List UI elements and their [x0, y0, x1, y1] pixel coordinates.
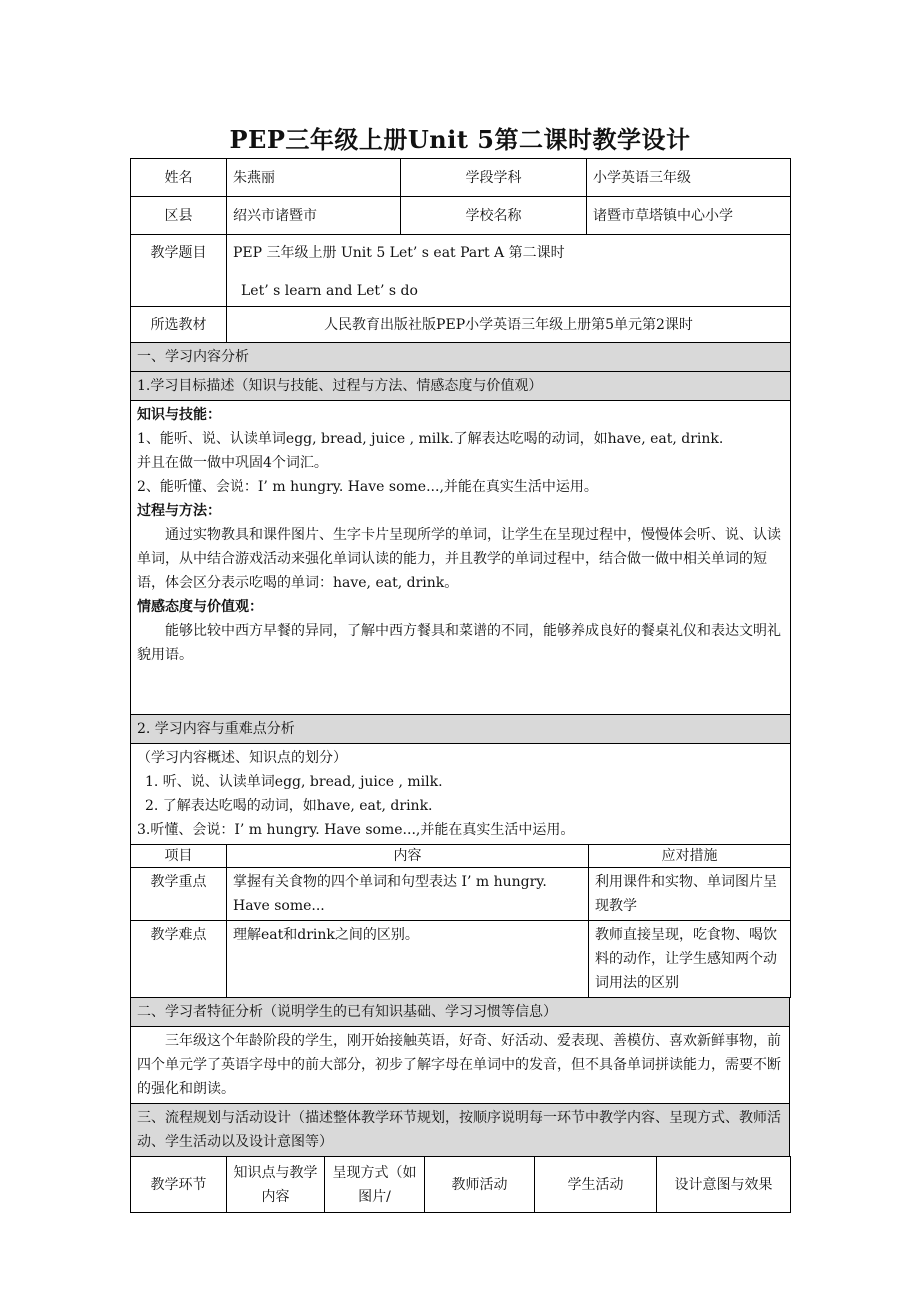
analysis-item-1: 1. 听、说、认读单词egg, bread, juice , milk.: [145, 774, 443, 790]
page-title: PEP三年级上册Unit 5第二课时教学设计: [229, 125, 691, 154]
analysis-item-2: 2. 了解表达吃喝的动词，如have, eat, drink.: [145, 798, 433, 814]
col-header-item: 项目: [131, 845, 227, 868]
info-table: [130, 158, 791, 845]
col-header-content: 内容: [227, 845, 589, 868]
analysis-item-3: 3.听懂、会说：I’ m hungry. Have some...,并能在真实生活中运用。: [137, 822, 575, 838]
district-label: 区县: [131, 197, 227, 235]
difficulty-content: 理解eat和drink之间的区别。: [227, 921, 589, 998]
section3-header: 三、流程规划与活动设计（描述整体教学环节规划，按顺序说明每一环节中教学内容、呈现方式、教师活动、学生活动以及设计意图等）: [131, 1104, 790, 1157]
process-text: 通过实物教具和课件图片、生字卡片呈现所学的单词，让学生在呈现过程中，慢慢体会听、说、认读单词，从中结合游戏活动来强化单词认读的能力，并且教学的单词过程中，结合做一做中相关单词的短语，体会区分表示吃喝的单词：have, eat, drink。: [137, 527, 781, 591]
key-points-table: [130, 844, 791, 998]
key-point-measure: 利用课件和实物、单词图片呈现教学: [589, 868, 791, 921]
col-student-activity: 学生活动: [535, 1157, 657, 1213]
col-design-intent: 设计意图与效果: [657, 1157, 791, 1213]
material-label: 所选教材: [131, 307, 227, 343]
process-title: 过程与方法：: [137, 503, 221, 519]
material-value: 人民教育出版社版PEP小学英语三年级上册第5单元第2课时: [227, 307, 791, 343]
col-presentation: 呈现方式（如图片/: [325, 1157, 425, 1213]
stage-value: 小学英语三年级: [587, 159, 791, 197]
stage-label: 学段学科: [401, 159, 587, 197]
goals-header: 1.学习目标描述（知识与技能、过程与方法、情感态度与价值观）: [131, 372, 791, 401]
learner-analysis-text: 三年级这个年龄阶段的学生，刚开始接触英语，好奇、好活动、爱表现、善模仿、喜欢新鲜事物，前四个单元学了英语字母中的前大部分，初步了解字母在单词中的发音，但不具备单词拼读能力，需要不断的强化和朗读。: [131, 1027, 790, 1104]
difficulty-measure: 教师直接呈现，吃食物、喝饮料的动作，让学生感知两个动词用法的区别: [589, 921, 791, 998]
emotion-title: 情感态度与价值观：: [137, 599, 263, 615]
key-point-label: 教学重点: [131, 868, 227, 921]
topic-line-1: PEP 三年级上册 Unit 5 Let’ s eat Part A 第二课时: [233, 245, 565, 261]
col-stage: 教学环节: [131, 1157, 227, 1213]
name-label: 姓名: [131, 159, 227, 197]
analysis-content: [131, 744, 791, 845]
col-knowledge: 知识点与教学内容: [227, 1157, 325, 1213]
section1-header: 一、学习内容分析: [131, 343, 791, 372]
knowledge-item-1: 1、能听、说、认读单词egg, bread, juice , milk.了解表达吃喝的动词，如have, eat, drink.: [137, 431, 724, 447]
school-value: 诸暨市草塔镇中心小学: [587, 197, 791, 235]
topic-label: 教学题目: [131, 235, 227, 307]
topic-line-2: Let’ s learn and Let’ s do: [241, 283, 418, 299]
analysis-intro: （学习内容概述、知识点的划分）: [137, 750, 347, 766]
goals-content: [131, 401, 791, 715]
activity-table: [130, 1156, 791, 1213]
section2-header: 二、学习者特征分析（说明学生的已有知识基础、学习习惯等信息）: [131, 998, 790, 1027]
difficulty-label: 教学难点: [131, 921, 227, 998]
emotion-text: 能够比较中西方早餐的异同，了解中西方餐具和菜谱的不同，能够养成良好的餐桌礼仪和表达文明礼貌用语。: [137, 623, 781, 663]
col-teacher-activity: 教师活动: [425, 1157, 535, 1213]
school-label: 学校名称: [401, 197, 587, 235]
knowledge-item-2: 并且在做一做中巩固4个词汇。: [137, 455, 328, 471]
col-header-measure: 应对措施: [589, 845, 791, 868]
lesson-plan-document: [130, 158, 790, 1213]
knowledge-item-3: 2、能听懂、会说：I’ m hungry. Have some...,并能在真实生活中运用。: [137, 479, 598, 495]
name-value: 朱燕丽: [227, 159, 401, 197]
analysis-header: 2. 学习内容与重难点分析: [131, 715, 791, 744]
key-point-content: 掌握有关食物的四个单词和句型表达 I’ m hungry. Have some...: [227, 868, 589, 921]
topic-value: [227, 235, 791, 307]
knowledge-title: 知识与技能：: [137, 407, 221, 423]
district-value: 绍兴市诸暨市: [227, 197, 401, 235]
learner-table: [130, 997, 790, 1157]
